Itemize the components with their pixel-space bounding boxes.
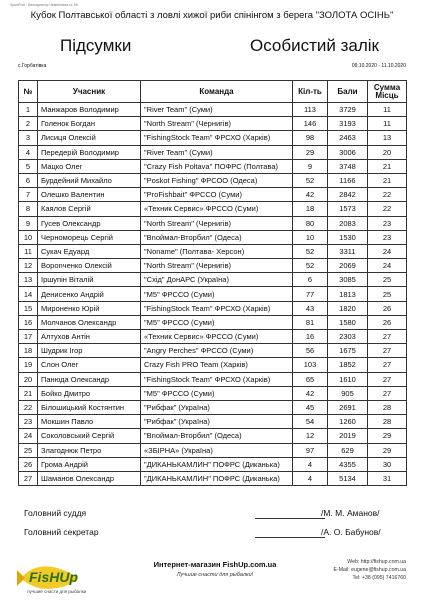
place-sum: 31	[368, 471, 407, 485]
table-row	[19, 386, 407, 400]
team-name: "Noname" (Полтава- Херсон)	[141, 244, 293, 258]
shop-slogan: Лучшие снасти для рыбалки!	[176, 572, 254, 578]
chief-secretary-label: Головний секретар	[24, 527, 99, 537]
team-name: "Angry Perches" ФРССО (Суми)	[141, 344, 293, 358]
rank: 7	[19, 188, 38, 202]
table-row	[19, 471, 407, 485]
chief-judge-label: Головний суддя	[24, 508, 87, 518]
catch-count: 52	[293, 244, 328, 258]
catch-count: 18	[293, 202, 328, 216]
rank: 27	[19, 471, 38, 485]
catch-count: 10	[293, 230, 328, 244]
rank: 3	[19, 131, 38, 145]
place-sum: 26	[368, 315, 407, 329]
place-sum: 22	[368, 188, 407, 202]
rank: 17	[19, 330, 38, 344]
catch-count: 43	[293, 301, 328, 315]
team-name: "Вnоймал-Вторбил" (Одеса)	[141, 429, 293, 443]
place-sum: 25	[368, 287, 407, 301]
col-header-place-sum: Сумма Місць	[368, 81, 407, 103]
place-sum: 11	[368, 117, 407, 131]
team-name: "North Stream" (Чернигів)	[141, 216, 293, 230]
table-row	[19, 103, 407, 117]
participant-name: Мироненко Юрій	[38, 301, 141, 315]
rank: 1	[19, 103, 38, 117]
points: 905	[328, 386, 368, 400]
event-dates: 09.10.2020 - 11.10.2020	[351, 63, 406, 69]
place-sum: 28	[368, 400, 407, 414]
catch-count: 42	[293, 188, 328, 202]
place-sum: 21	[368, 159, 407, 173]
results-table-wrap	[18, 80, 406, 486]
svg-text:FisHUp: FisHUp	[29, 569, 78, 585]
points: 2303	[328, 330, 368, 344]
team-name: «Техник Сервис» ФРССО (Суми)	[141, 202, 293, 216]
rank: 11	[19, 244, 38, 258]
place-sum: 23	[368, 216, 407, 230]
rank: 23	[19, 415, 38, 429]
points: 2019	[328, 429, 368, 443]
team-name: "North Stream" (Чернигів)	[141, 117, 293, 131]
team-name: «ЗБІРНА» (Україна)	[141, 443, 293, 457]
catch-count: 52	[293, 259, 328, 273]
rank: 24	[19, 429, 38, 443]
shop-name: Интернет-магазин FishUp.com.ua	[153, 560, 277, 569]
table-row	[19, 216, 407, 230]
place-sum: 24	[368, 259, 407, 273]
table-row	[19, 443, 407, 457]
participant-name: Олешко Валентин	[38, 188, 141, 202]
chief-secretary-name: /А. О. Бабунов/	[321, 527, 381, 537]
table-row	[19, 429, 407, 443]
table-row	[19, 273, 407, 287]
rank: 5	[19, 159, 38, 173]
participant-name: Слон Олег	[38, 358, 141, 372]
rank: 26	[19, 457, 38, 471]
team-name: "River Team" (Суми)	[141, 103, 293, 117]
table-header-row	[19, 81, 407, 103]
points: 2463	[328, 131, 368, 145]
catch-count: 81	[293, 315, 328, 329]
table-row	[19, 457, 407, 471]
rank: 8	[19, 202, 38, 216]
table-row	[19, 188, 407, 202]
participant-name: Каялов Сергій	[38, 202, 141, 216]
team-name: "Рибфак" (Україна)	[141, 400, 293, 414]
participant-name: Лисиця Олексій	[38, 131, 141, 145]
participant-name: Іршупін Віталій	[38, 273, 141, 287]
team-name: "Рибфак" (Україна)	[141, 415, 293, 429]
participant-name: Шудрик Ігор	[38, 344, 141, 358]
place-sum: 23	[368, 230, 407, 244]
team-name: "Вnоймал-Вторбил" (Одеса)	[141, 230, 293, 244]
points: 3085	[328, 273, 368, 287]
rank: 15	[19, 301, 38, 315]
table-row	[19, 202, 407, 216]
fish-icon	[15, 556, 87, 596]
points: 5134	[328, 471, 368, 485]
table-row	[19, 344, 407, 358]
points: 1260	[328, 415, 368, 429]
chief-judge-name: /М. М. Аманов/	[321, 508, 380, 518]
points: 1675	[328, 344, 368, 358]
participant-name: Бойко Дмитро	[38, 386, 141, 400]
place-sum: 27	[368, 372, 407, 386]
rank: 20	[19, 372, 38, 386]
contacts	[334, 558, 406, 582]
participant-name: Денисенко Андрій	[38, 287, 141, 301]
results-table-body	[19, 103, 407, 486]
team-name: Crazy Fish PRO Team (Харків)	[141, 358, 293, 372]
catch-count: 65	[293, 372, 328, 386]
rank: 6	[19, 173, 38, 187]
table-row	[19, 259, 407, 273]
place-sum: 20	[368, 145, 407, 159]
team-name: "Crazy Fish Poltava" ПОФРС (Полтава)	[141, 159, 293, 173]
team-name: "ProFishbait" ФРССО (Суми)	[141, 188, 293, 202]
points: 3748	[328, 159, 368, 173]
catch-count: 103	[293, 358, 328, 372]
col-header-number: №	[19, 81, 38, 103]
chief-secretary-row	[18, 527, 406, 546]
participant-name: Сукач Едуард	[38, 244, 141, 258]
table-row	[19, 415, 407, 429]
participant-name: Злагоднюк Петро	[38, 443, 141, 457]
table-row	[19, 287, 407, 301]
participant-name: Панюда Олександр	[38, 372, 141, 386]
table-row	[19, 330, 407, 344]
participant-name: Передерій Володимир	[38, 145, 141, 159]
rank: 9	[19, 216, 38, 230]
web-contact: Web: http://fishup.com.ua	[347, 559, 406, 565]
table-row	[19, 315, 407, 329]
catch-count: 52	[293, 173, 328, 187]
points: 1813	[328, 287, 368, 301]
rank: 12	[19, 259, 38, 273]
team-name: "M5" ФРССО (Суми)	[141, 386, 293, 400]
rank: 22	[19, 400, 38, 414]
team-name: "ДИКАНЬКАМЛИН" ПОФРС (Диканька)	[141, 471, 293, 485]
standings-type-heading: Особистий залік	[250, 36, 379, 55]
points: 1610	[328, 372, 368, 386]
rank: 13	[19, 273, 38, 287]
results-heading: Підсумки	[60, 36, 132, 55]
rank: 4	[19, 145, 38, 159]
email-contact: E-Mail: eugene@fishup.com.ua	[333, 567, 406, 573]
table-row	[19, 372, 407, 386]
rank: 19	[19, 358, 38, 372]
team-name: "Схід" ДонАРС (Україна)	[141, 273, 293, 287]
catch-count: 9	[293, 159, 328, 173]
participant-name: Голенок Богдан	[38, 117, 141, 131]
team-name: "ДИКАНЬКАМЛИН" ПОФРС (Диканька)	[141, 457, 293, 471]
points: 1820	[328, 301, 368, 315]
team-name: "North Stream" (Чернигів)	[141, 259, 293, 273]
place-sum: 29	[368, 429, 407, 443]
app-version-line: SportFish - Калькулятор Чемпіоната v1.5b	[10, 3, 78, 7]
signatures	[18, 508, 406, 546]
points: 2842	[328, 188, 368, 202]
place-sum: 27	[368, 330, 407, 344]
col-header-count: Кіл-ть	[293, 81, 328, 103]
place-sum: 21	[368, 173, 407, 187]
points: 3311	[328, 244, 368, 258]
col-header-points: Бали	[328, 81, 368, 103]
place-sum: 13	[368, 131, 407, 145]
table-row	[19, 358, 407, 372]
points: 4355	[328, 457, 368, 471]
team-name: "M5" ФРССО (Суми)	[141, 287, 293, 301]
place-sum: 30	[368, 457, 407, 471]
catch-count: 80	[293, 216, 328, 230]
place-sum: 29	[368, 443, 407, 457]
points: 2083	[328, 216, 368, 230]
rank: 2	[19, 117, 38, 131]
table-row	[19, 117, 407, 131]
chief-judge-row	[18, 508, 406, 527]
place-sum: 22	[368, 202, 407, 216]
rank: 10	[19, 230, 38, 244]
rank: 14	[19, 287, 38, 301]
participant-name: Гусев Олександр	[38, 216, 141, 230]
catch-count: 16	[293, 330, 328, 344]
signature-line	[255, 537, 325, 538]
team-name: "FishingStock Team" ФРСХО (Харків)	[141, 372, 293, 386]
catch-count: 29	[293, 145, 328, 159]
footer	[0, 548, 424, 600]
catch-count: 54	[293, 415, 328, 429]
catch-count: 146	[293, 117, 328, 131]
table-row	[19, 145, 407, 159]
team-name: "M5" ФРССО (Суми)	[141, 315, 293, 329]
participant-name: Мацко Олег	[38, 159, 141, 173]
participant-name: Молчанов Олександр	[38, 315, 141, 329]
catch-count: 6	[293, 273, 328, 287]
points: 1530	[328, 230, 368, 244]
catch-count: 12	[293, 429, 328, 443]
participant-name: Ворonченко Олексій	[38, 259, 141, 273]
table-row	[19, 244, 407, 258]
place-sum: 11	[368, 103, 407, 117]
place-sum: 27	[368, 358, 407, 372]
table-row	[19, 131, 407, 145]
participant-name: Бурдейний Михайло	[38, 173, 141, 187]
table-row	[19, 301, 407, 315]
catch-count: 97	[293, 443, 328, 457]
team-name: «Техник Сервис» ФРССО (Суми)	[141, 330, 293, 344]
points: 3729	[328, 103, 368, 117]
catch-count: 77	[293, 287, 328, 301]
points: 3193	[328, 117, 368, 131]
svg-text:лучшие снасти для рыбалки: лучшие снасти для рыбалки	[27, 589, 87, 594]
catch-count: 98	[293, 131, 328, 145]
results-table	[18, 80, 407, 486]
catch-count: 56	[293, 344, 328, 358]
points: 629	[328, 443, 368, 457]
page-title: Кубок Полтавської області з ловлі хижої риби спінінгом з берега "ЗОЛОТА ОСІНЬ"	[30, 10, 394, 21]
participant-name: Мокшин Павло	[38, 415, 141, 429]
catch-count: 45	[293, 400, 328, 414]
catch-count: 4	[293, 457, 328, 471]
col-header-team: Команда	[141, 81, 293, 103]
place-sum: 26	[368, 301, 407, 315]
participant-name: Грома Андрій	[38, 457, 141, 471]
participant-name: Черноморець Сергій	[38, 230, 141, 244]
col-header-participant: Учасник	[38, 81, 141, 103]
participant-name: Алтухов Антін	[38, 330, 141, 344]
points: 3006	[328, 145, 368, 159]
table-row	[19, 159, 407, 173]
rank: 16	[19, 315, 38, 329]
rank: 18	[19, 344, 38, 358]
points: 2069	[328, 259, 368, 273]
points: 2691	[328, 400, 368, 414]
rank: 25	[19, 443, 38, 457]
points: 1166	[328, 173, 368, 187]
points: 1580	[328, 315, 368, 329]
place-sum: 24	[368, 244, 407, 258]
table-row	[19, 400, 407, 414]
team-name: "Poskot Fishing" ФРСОО (Одеса)	[141, 173, 293, 187]
fishup-logo	[15, 556, 87, 596]
participant-name: Манжаров Володимир	[38, 103, 141, 117]
table-row	[19, 173, 407, 187]
catch-count: 42	[293, 386, 328, 400]
participant-name: Соколовський Сергій	[38, 429, 141, 443]
team-name: "FishingStock Team" ФРСХО (Харків)	[141, 131, 293, 145]
location: с.Горбатівка	[18, 63, 47, 69]
points: 1573	[328, 202, 368, 216]
participant-name: Шаманов Олександр	[38, 471, 141, 485]
place-sum: 25	[368, 273, 407, 287]
table-row	[19, 230, 407, 244]
place-sum: 27	[368, 386, 407, 400]
team-name: "FishingStock Team" ФРСХО (Харків)	[141, 301, 293, 315]
phone-contact: Tel: +38 (095) 7416760	[352, 575, 406, 581]
place-sum: 28	[368, 415, 407, 429]
rank: 21	[19, 386, 38, 400]
place-sum: 27	[368, 344, 407, 358]
signature-line	[255, 518, 325, 519]
team-name: "River Team" (Суми)	[141, 145, 293, 159]
catch-count: 4	[293, 471, 328, 485]
catch-count: 113	[293, 103, 328, 117]
participant-name: Білошицький Костянтин	[38, 400, 141, 414]
points: 1852	[328, 358, 368, 372]
meta-line	[18, 63, 406, 69]
